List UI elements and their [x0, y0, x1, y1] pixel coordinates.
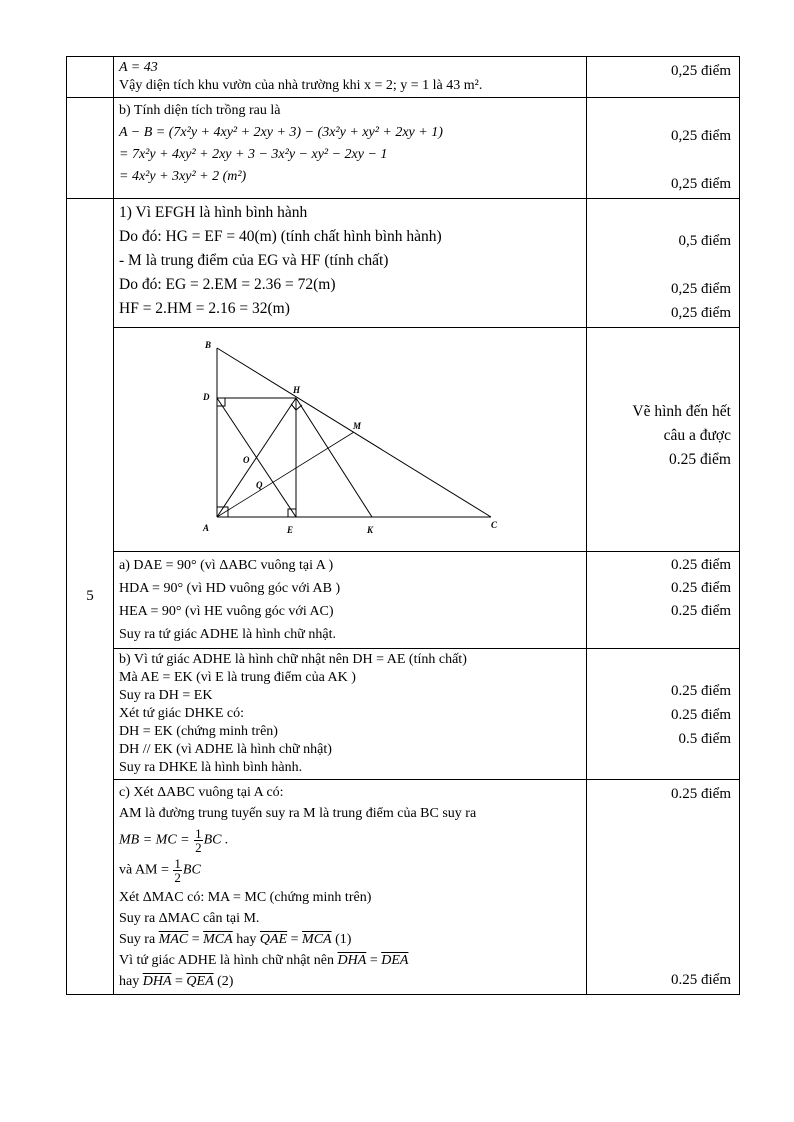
- text-line: Suy ra DH = EK: [119, 688, 213, 703]
- score: 0,25 điểm: [671, 128, 731, 144]
- row-area-result: [67, 57, 740, 98]
- figure-note: Vẽ hình đến hết: [632, 403, 731, 420]
- text-line: c) Xét ΔABC vuông tại A có:: [119, 785, 284, 800]
- text-line: HF = 2.HM = 2.16 = 32(m): [119, 300, 290, 317]
- figure-note: câu a được: [663, 427, 731, 444]
- score: 0.5 điểm: [678, 731, 731, 747]
- text-line: Mà AE = EK (vì E là trung điểm của AK ): [119, 670, 356, 685]
- formula-line: A − B = (7x²y + 4xy² + 2xy + 3) − (3x²y + xy² + 2xy + 1): [119, 125, 443, 140]
- label-O: O: [243, 455, 250, 465]
- question-cell-empty: [67, 98, 114, 199]
- score: 0.25 điểm: [671, 603, 731, 619]
- answer-table: [66, 56, 740, 995]
- text-line: HDA = 90° (vì HD vuông góc với AB ): [119, 581, 341, 596]
- formula-line: = 4x²y + 3xy² + 2 (m²): [119, 169, 247, 184]
- area-conclusion-line: Vậy diện tích khu vườn của nhà trường khi x = 2; y = 1 là 43 m².: [119, 78, 483, 93]
- label-E: E: [287, 525, 294, 535]
- segment-HK: [296, 398, 372, 517]
- am-formula: và AM = $\frac{1}{2}$ BC: [119, 856, 201, 885]
- text-line: b) Vì tứ giác ADHE là hình chữ nhật nên DH = AE (tính chất): [119, 652, 467, 667]
- label-A: A: [203, 523, 210, 533]
- score: 0.25 điểm: [671, 707, 731, 723]
- text-line: Do đó: HG = EF = 40(m) (tính chất hình bình hành): [119, 228, 442, 245]
- label-K: K: [367, 525, 374, 535]
- score: 0,25 điểm: [671, 176, 731, 192]
- score: 0,25 điểm: [671, 63, 731, 79]
- score: 0.25 điểm: [671, 557, 731, 573]
- angle-equality-3: hay $\overline{DHA} = \overline{QEA}$ (2): [119, 974, 234, 989]
- text-line: DH // EK (vì ADHE là hình chữ nhật): [119, 742, 332, 757]
- score: 0,5 điểm: [678, 233, 731, 249]
- segment-AM: [217, 432, 354, 517]
- label-B: B: [205, 340, 212, 350]
- text-line: b) Tính diện tích trồng rau là: [119, 103, 281, 118]
- text-line: AM là đường trung tuyến suy ra M là trung điểm của BC suy ra: [119, 806, 477, 821]
- label-C: C: [491, 520, 498, 530]
- row-part-a: [67, 552, 740, 649]
- score: 0,25 điểm: [671, 281, 731, 297]
- angle-equality-2: Vì tứ giác ADHE là hình chữ nhật nên $\overline{DHA} = \overline{DEA}$: [119, 953, 409, 968]
- question-cell-empty: [67, 57, 114, 98]
- row-part-b: [67, 649, 740, 780]
- text-line: Xét tứ giác DHKE có:: [119, 706, 244, 721]
- score: 0.25 điểm: [671, 580, 731, 596]
- question-number: 5: [67, 199, 114, 995]
- text-line: Suy ra DHKE là hình bình hành.: [119, 760, 303, 775]
- text-line: Suy ra tứ giác ADHE là hình chữ nhật.: [119, 627, 336, 642]
- label-Q: Q: [256, 480, 263, 490]
- row-parallelogram: [67, 199, 740, 328]
- text-line: HEA = 90° (vì HE vuông góc với AC): [119, 604, 334, 619]
- row-vegetable-area: [67, 98, 740, 199]
- label-D: D: [203, 392, 210, 402]
- text-line: Suy ra ΔMAC cân tại M.: [119, 911, 260, 926]
- text-line: 1) Vì EFGH là hình bình hành: [119, 204, 308, 221]
- text-line: a) DAE = 90° (vì ΔABC vuông tại A ): [119, 558, 334, 573]
- area-value-line: A = 43: [119, 60, 158, 75]
- text-line: Do đó: EG = 2.EM = 2.36 = 72(m): [119, 276, 336, 293]
- angle-equality-1: Suy ra $\overline{MAC} = \overline{MCA}$ hay $\overline{QAE} = \overline{MCA}$ (1): [119, 932, 352, 947]
- text-line: DH = EK (chứng minh trên): [119, 724, 278, 739]
- row-figure: [67, 328, 740, 552]
- row-part-c: [67, 780, 740, 995]
- text-line: Xét ΔMAC có: MA = MC (chứng minh trên): [119, 890, 372, 905]
- score: 0,25 điểm: [671, 305, 731, 321]
- label-M: M: [353, 421, 362, 431]
- fraction-half: $\frac{1}{2}$: [195, 826, 202, 855]
- label-H: H: [293, 385, 301, 395]
- score: 0.25 điểm: [671, 972, 731, 988]
- formula-line: = 7x²y + 4xy² + 2xy + 3 − 3x²y − xy² − 2xy − 1: [119, 147, 388, 162]
- median-formula: MB = MC = $\frac{1}{2}$ BC .: [119, 826, 229, 855]
- score: 0.25 điểm: [671, 786, 731, 802]
- figure-note: 0.25 điểm: [669, 451, 731, 468]
- score: 0.25 điểm: [671, 683, 731, 699]
- fraction-half: $\frac{1}{2}$: [174, 856, 181, 885]
- geometry-figure: [114, 328, 586, 546]
- text-line: - M là trung điểm của EG và HF (tính chất): [119, 252, 389, 269]
